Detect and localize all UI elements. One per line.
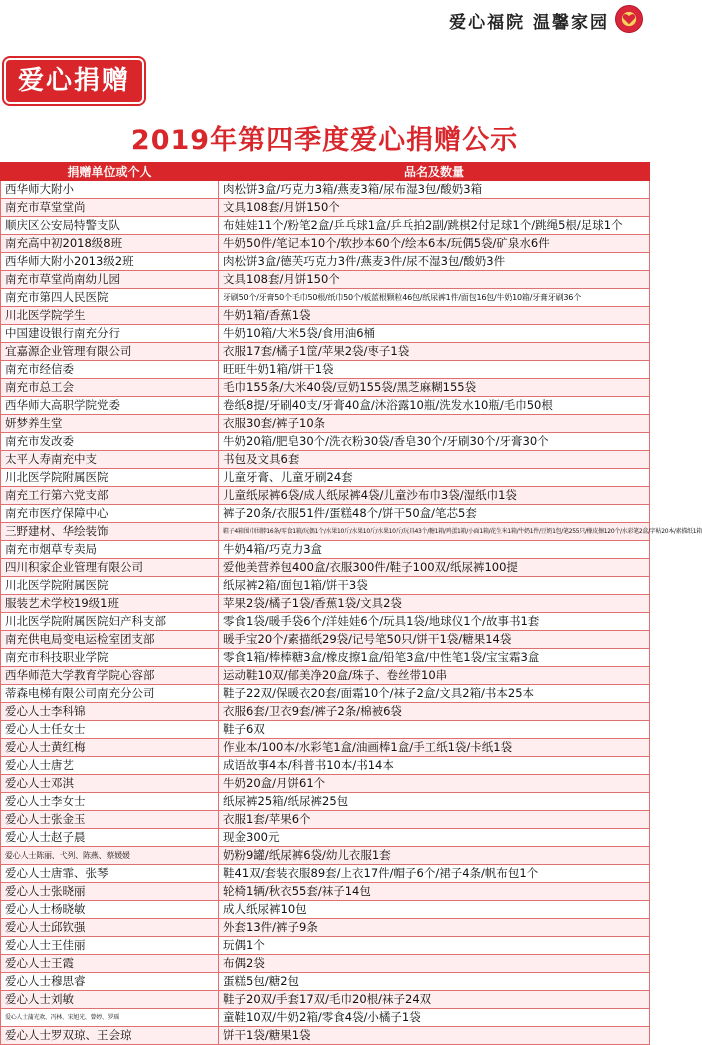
table-row bbox=[1, 955, 650, 973]
items-cell: 饼干1袋/糖果1袋 bbox=[219, 1027, 650, 1045]
donor-cell: 爱心人士李女士 bbox=[1, 793, 219, 811]
donor-cell: 中国建设银行南充分行 bbox=[1, 325, 219, 343]
donor-cell: 爱心人士穆思睿 bbox=[1, 973, 219, 991]
donor-cell: 爱心人士邓淇 bbox=[1, 775, 219, 793]
items-cell: 裤子20条/衣服51件/蛋糕48个/饼干50盒/笔芯5套 bbox=[219, 505, 650, 523]
table-row bbox=[1, 865, 650, 883]
items-cell: 儿童纸尿裤6袋/成人纸尿裤4袋/儿童沙布巾3袋/湿纸巾1袋 bbox=[219, 487, 650, 505]
table-row bbox=[1, 505, 650, 523]
table-row bbox=[1, 559, 650, 577]
donor-cell: 西华师大附小2013级2班 bbox=[1, 253, 219, 271]
table-row bbox=[1, 991, 650, 1009]
items-cell: 鞋子22双/保暖衣20套/面霜10个/袜子2盒/文具2箱/书本25本 bbox=[219, 685, 650, 703]
heart-icon bbox=[622, 12, 636, 26]
donor-cell: 顺庆区公安局特警支队 bbox=[1, 217, 219, 235]
items-cell: 肉松饼3盒/德芙巧克力3件/燕麦3件/尿不湿3包/酸奶3件 bbox=[219, 253, 650, 271]
items-cell: 衣服1套/苹果6个 bbox=[219, 811, 650, 829]
items-cell: 鞋41双/套装衣服89套/上衣17件/帽子6个/裙子4条/帆布包1个 bbox=[219, 865, 650, 883]
donor-cell: 南充市科技职业学院 bbox=[1, 649, 219, 667]
table-row bbox=[1, 793, 650, 811]
table-row bbox=[1, 775, 650, 793]
top-bar bbox=[0, 0, 649, 44]
items-cell: 牛奶20盒/月饼61个 bbox=[219, 775, 650, 793]
table-row bbox=[1, 541, 650, 559]
table-row bbox=[1, 325, 650, 343]
table-row bbox=[1, 757, 650, 775]
table-row bbox=[1, 973, 650, 991]
slogan: 爱心福院 温馨家园 bbox=[449, 13, 609, 33]
items-cell: 牛奶10箱/大米5袋/食用油6桶 bbox=[219, 325, 650, 343]
items-cell: 书包及文具6套 bbox=[219, 451, 650, 469]
donor-cell: 蒂森电梯有限公司南充分公司 bbox=[1, 685, 219, 703]
table-row bbox=[1, 181, 650, 199]
items-cell: 衣服30套/裤子10条 bbox=[219, 415, 650, 433]
table-row bbox=[1, 487, 650, 505]
table-row bbox=[1, 1027, 650, 1045]
items-cell: 衣服17套/橘子1筐/苹果2袋/枣子1袋 bbox=[219, 343, 650, 361]
table-row bbox=[1, 883, 650, 901]
table-row bbox=[1, 667, 650, 685]
donor-cell: 西华师大高职学院党委 bbox=[1, 397, 219, 415]
donor-cell: 南充市烟草专卖局 bbox=[1, 541, 219, 559]
items-cell: 牛奶4箱/巧克力3盒 bbox=[219, 541, 650, 559]
donor-cell: 南充市总工会 bbox=[1, 379, 219, 397]
items-cell: 肉松饼3盒/巧克力3箱/燕麦3箱/尿布湿3包/酸奶3箱 bbox=[219, 181, 650, 199]
table-row bbox=[1, 739, 650, 757]
table-row bbox=[1, 811, 650, 829]
page-title: 2019年第四季度爱心捐赠公示 bbox=[130, 125, 519, 156]
table-row bbox=[1, 379, 650, 397]
donor-cell: 宜嘉源企业管理有限公司 bbox=[1, 343, 219, 361]
table-row bbox=[1, 523, 650, 541]
items-cell: 文具108套/月饼150个 bbox=[219, 271, 650, 289]
donor-cell: 南充市经信委 bbox=[1, 361, 219, 379]
table-row bbox=[1, 847, 650, 865]
items-cell: 文具108套/月饼150个 bbox=[219, 199, 650, 217]
donor-cell: 爱心人士王霞 bbox=[1, 955, 219, 973]
table-header-row bbox=[1, 163, 650, 181]
table-row bbox=[1, 721, 650, 739]
table-row bbox=[1, 631, 650, 649]
donor-cell: 南充供电局变电运检室团支部 bbox=[1, 631, 219, 649]
donor-cell: 服装艺术学校19级1班 bbox=[1, 595, 219, 613]
items-cell: 布偶2袋 bbox=[219, 955, 650, 973]
items-cell: 衣服6套/卫衣9套/裤子2条/棉被6袋 bbox=[219, 703, 650, 721]
donor-cell: 爱心人士唐艺 bbox=[1, 757, 219, 775]
table-row bbox=[1, 901, 650, 919]
donor-cell: 爱心人士唐霏、张琴 bbox=[1, 865, 219, 883]
items-cell: 玩偶1个 bbox=[219, 937, 650, 955]
table-row bbox=[1, 253, 650, 271]
donor-cell: 三野建材、华绘装饰 bbox=[1, 523, 219, 541]
table-row bbox=[1, 829, 650, 847]
donor-cell: 南充市第四人民医院 bbox=[1, 289, 219, 307]
items-cell: 奶粉9罐/纸尿裤6袋/幼儿衣服1套 bbox=[219, 847, 650, 865]
donor-cell: 爱心人士赵子晨 bbox=[1, 829, 219, 847]
items-cell: 鞋子20双/手套17双/毛巾20根/袜子24双 bbox=[219, 991, 650, 1009]
table-row bbox=[1, 217, 650, 235]
table-row bbox=[1, 415, 650, 433]
heart-emblem-icon bbox=[615, 5, 643, 33]
items-cell: 牛奶20箱/肥皂30个/洗衣粉30袋/香皂30个/牙刷30个/牙膏30个 bbox=[219, 433, 650, 451]
items-cell: 鞋子4箱围巾围脖16条/零食1箱/玩偶1个/水果10斤/水果10斤/水果10斤/玩具43个/糖1箱/鸡蛋1箱/小面1箱/花生米1箱/牛奶1件/豆奶1包/笔255只/橡皮擦120个/水彩笔2盒/字帖20本/素描纸1箱 bbox=[219, 523, 650, 541]
donor-cell: 爱心人士王佳丽 bbox=[1, 937, 219, 955]
column-header-items: 品名及数量 bbox=[219, 163, 650, 181]
donor-cell: 爱心人士陈丽、弋列、陈燕、蔡媛媛 bbox=[1, 847, 219, 865]
table-row bbox=[1, 451, 650, 469]
items-cell: 运动鞋10双/郁美净20盒/珠子、卷丝带10串 bbox=[219, 667, 650, 685]
items-cell: 蛋糕5包/糖2包 bbox=[219, 973, 650, 991]
donor-cell: 南充市草堂尚南幼儿园 bbox=[1, 271, 219, 289]
items-cell: 牙刷50个/牙膏50个毛巾50根/纸巾50个/板蓝根颗粒46包/纸尿裤1件/面包16包/牛奶10箱/牙膏牙刷36个 bbox=[219, 289, 650, 307]
table-row bbox=[1, 199, 650, 217]
section-tag: 爱心捐赠 bbox=[6, 60, 142, 102]
donation-table bbox=[0, 162, 702, 1045]
table-row bbox=[1, 649, 650, 667]
donor-cell: 妍梦养生堂 bbox=[1, 415, 219, 433]
items-cell: 暖手宝20个/素描纸29袋/记号笔50只/饼干1袋/糖果14袋 bbox=[219, 631, 650, 649]
items-cell: 成语故事4本/科普书10本/书14本 bbox=[219, 757, 650, 775]
items-cell: 牛奶50件/笔记本10个/软抄本60个/绘本6本/玩偶5袋/矿泉水6件 bbox=[219, 235, 650, 253]
items-cell: 轮椅1辆/秋衣55套/袜子14包 bbox=[219, 883, 650, 901]
table-row bbox=[1, 289, 650, 307]
table-row bbox=[1, 307, 650, 325]
items-cell: 旺旺牛奶1箱/饼干1袋 bbox=[219, 361, 650, 379]
items-cell: 儿童牙膏、儿童牙刷24套 bbox=[219, 469, 650, 487]
items-cell: 成人纸尿裤10包 bbox=[219, 901, 650, 919]
items-cell: 外套13件/裤子9条 bbox=[219, 919, 650, 937]
donor-cell: 爱心人士任女士 bbox=[1, 721, 219, 739]
table-row bbox=[1, 235, 650, 253]
column-header-donor: 捐赠单位或个人 bbox=[1, 163, 219, 181]
items-cell: 纸尿裤2箱/面包1箱/饼干3袋 bbox=[219, 577, 650, 595]
donor-cell: 太平人寿南充中支 bbox=[1, 451, 219, 469]
donor-cell: 爱心人士蒲光欢、冯林、宋旭光、曾婷、罗瑶 bbox=[1, 1009, 219, 1027]
items-cell: 布娃娃11个/粉笔2盒/乒乓球1盒/乒乓拍2副/跳棋2付足球1个/跳绳5根/足球1个 bbox=[219, 217, 650, 235]
donor-cell: 川北医学院附属医院 bbox=[1, 577, 219, 595]
table-row bbox=[1, 433, 650, 451]
table-row bbox=[1, 937, 650, 955]
table-row bbox=[1, 343, 650, 361]
donor-cell: 四川积家企业管理有限公司 bbox=[1, 559, 219, 577]
donor-cell: 爱心人士黄红梅 bbox=[1, 739, 219, 757]
donor-cell: 川北医学院学生 bbox=[1, 307, 219, 325]
table-row bbox=[1, 919, 650, 937]
donor-cell: 南充市发改委 bbox=[1, 433, 219, 451]
items-cell: 作业本/100本/水彩笔1盒/油画棒1盒/手工纸1袋/卡纸1袋 bbox=[219, 739, 650, 757]
table-row bbox=[1, 685, 650, 703]
items-cell: 现金300元 bbox=[219, 829, 650, 847]
donor-cell: 西华师大附小 bbox=[1, 181, 219, 199]
donor-cell: 爱心人士刘敏 bbox=[1, 991, 219, 1009]
table-row bbox=[1, 595, 650, 613]
donor-cell: 爱心人士李科锦 bbox=[1, 703, 219, 721]
donor-cell: 爱心人士张晓丽 bbox=[1, 883, 219, 901]
donor-cell: 南充市草堂堂尚 bbox=[1, 199, 219, 217]
table-row bbox=[1, 613, 650, 631]
table-row bbox=[1, 577, 650, 595]
donor-cell: 川北医学院附属医院 bbox=[1, 469, 219, 487]
donor-cell: 爱心人士邱钦强 bbox=[1, 919, 219, 937]
items-cell: 童鞋10双/牛奶2箱/零食4袋/小橘子1袋 bbox=[219, 1009, 650, 1027]
table-row bbox=[1, 703, 650, 721]
donor-cell: 爱心人士罗双琼、王会琼 bbox=[1, 1027, 219, 1045]
items-cell: 纸尿裤25箱/纸尿裤25包 bbox=[219, 793, 650, 811]
items-cell: 爱他美营养包400盒/衣服300件/鞋子100双/纸尿裤100提 bbox=[219, 559, 650, 577]
items-cell: 苹果2袋/橘子1袋/香蕉1袋/文具2袋 bbox=[219, 595, 650, 613]
donor-cell: 南充市医疗保障中心 bbox=[1, 505, 219, 523]
donor-cell: 西华师范大学教育学院心容部 bbox=[1, 667, 219, 685]
donor-cell: 南充高中初2018级8班 bbox=[1, 235, 219, 253]
table-row bbox=[1, 397, 650, 415]
items-cell: 零食1箱/棒棒糖3盒/橡皮擦1盒/铅笔3盒/中性笔1袋/宝宝霜3盒 bbox=[219, 649, 650, 667]
items-cell: 毛巾155条/大米40袋/豆奶155袋/黑芝麻糊155袋 bbox=[219, 379, 650, 397]
donor-cell: 南充工行第六党支部 bbox=[1, 487, 219, 505]
items-cell: 零食1袋/暖手袋6个/洋娃娃6个/玩具1袋/地球仪1个/故事书1套 bbox=[219, 613, 650, 631]
table-row bbox=[1, 1009, 650, 1027]
items-cell: 牛奶1箱/香蕉1袋 bbox=[219, 307, 650, 325]
donor-cell: 爱心人士杨晓敏 bbox=[1, 901, 219, 919]
items-cell: 卷纸8提/牙刷40支/牙膏40盒/沐浴露10瓶/洗发水10瓶/毛巾50根 bbox=[219, 397, 650, 415]
table-row bbox=[1, 361, 650, 379]
table-row bbox=[1, 469, 650, 487]
donor-cell: 爱心人士张金玉 bbox=[1, 811, 219, 829]
table-row bbox=[1, 271, 650, 289]
donor-cell: 川北医学院附属医院妇产科支部 bbox=[1, 613, 219, 631]
items-cell: 鞋子6双 bbox=[219, 721, 650, 739]
